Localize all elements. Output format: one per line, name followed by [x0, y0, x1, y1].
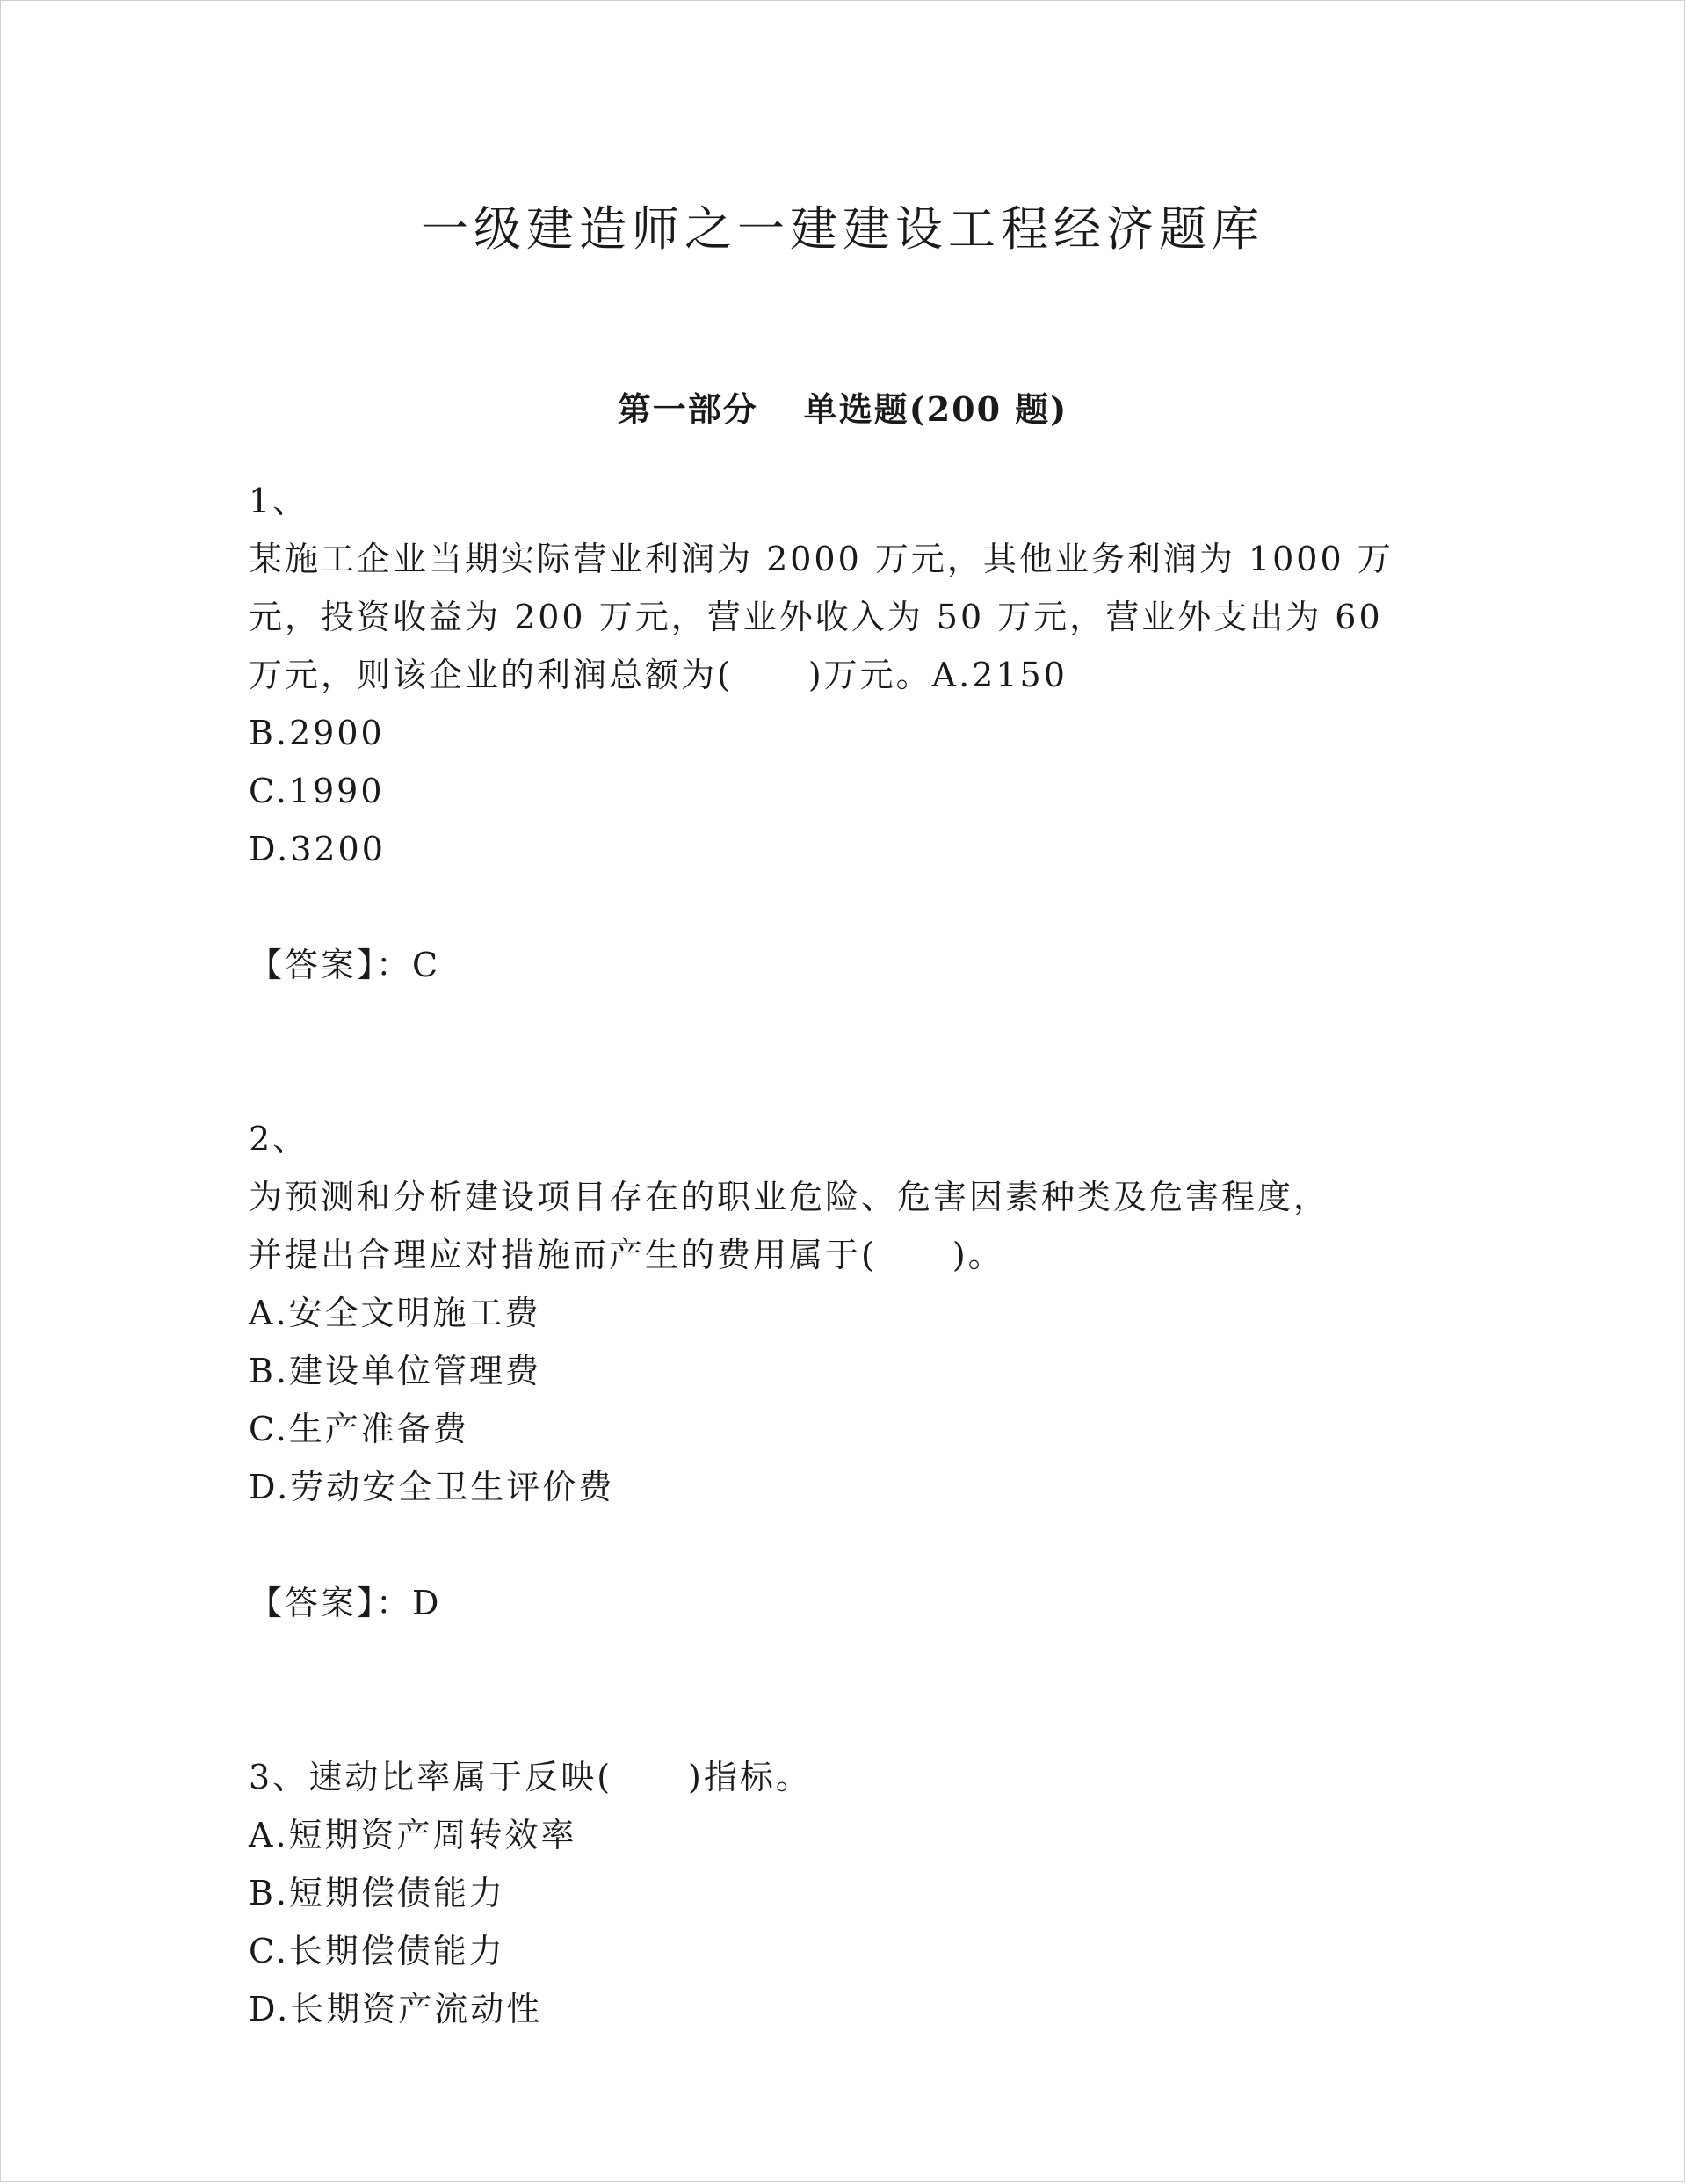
option-c: C.生产准备费	[249, 1410, 469, 1448]
question-stem-text: 万元，则该企业的利润总额为(	[249, 656, 733, 694]
question-2	[249, 1110, 1417, 1632]
question-stem-line	[249, 646, 1417, 704]
question-number: 1、	[249, 482, 309, 520]
question-list	[249, 472, 1417, 2038]
option-c: C.长期偿债能力	[249, 1932, 505, 1970]
question-3	[249, 1748, 1417, 2038]
option-b: B.短期偿债能力	[249, 1874, 506, 1912]
question-stem-line	[249, 1226, 1417, 1284]
option-d: D.劳动安全卫生评价费	[249, 1468, 615, 1506]
question-stem-text: 并提出合理应对措施而产生的费用属于(	[249, 1236, 877, 1274]
question-stem-line: 为预测和分析建设项目存在的职业危险、危害因素种类及危害程度，	[249, 1178, 1330, 1216]
option-d: D.3200	[249, 830, 386, 868]
question-number: 3、	[249, 1758, 309, 1796]
question-1	[249, 472, 1417, 994]
option-b: B.建设单位管理费	[249, 1352, 542, 1390]
answer-label: 【答案】：D	[249, 1584, 442, 1622]
option-a: A.安全文明施工费	[249, 1294, 541, 1332]
option-b: B.2900	[249, 714, 385, 752]
question-stem-line: 元，投资收益为 200 万元，营业外收入为 50 万元，营业外支出为 60	[249, 598, 1383, 636]
question-stem-text: 速动比率属于反映(	[308, 1758, 613, 1796]
question-stem-line	[249, 1748, 1417, 1806]
option-c: C.1990	[249, 772, 385, 810]
answer-label: 【答案】：C	[249, 946, 441, 984]
section-name-label: 单选题(200 题)	[803, 389, 1068, 429]
question-number: 2、	[249, 1120, 309, 1158]
question-stem-text: )。	[952, 1236, 1004, 1274]
question-stem-text: )指标。	[688, 1758, 812, 1796]
question-stem-line: 某施工企业当期实际营业利润为 2000 万元，其他业务利润为 1000 万	[249, 540, 1394, 578]
option-a: A.短期资产周转效率	[249, 1816, 577, 1854]
document-title: 一级建造师之一建建设工程经济题库	[421, 201, 1264, 257]
section-part-label: 第一部分	[617, 389, 758, 429]
question-stem-text: )万元。A.2150	[807, 656, 1068, 694]
section-heading	[1, 388, 1684, 432]
option-d: D.长期资产流动性	[249, 1990, 543, 2028]
